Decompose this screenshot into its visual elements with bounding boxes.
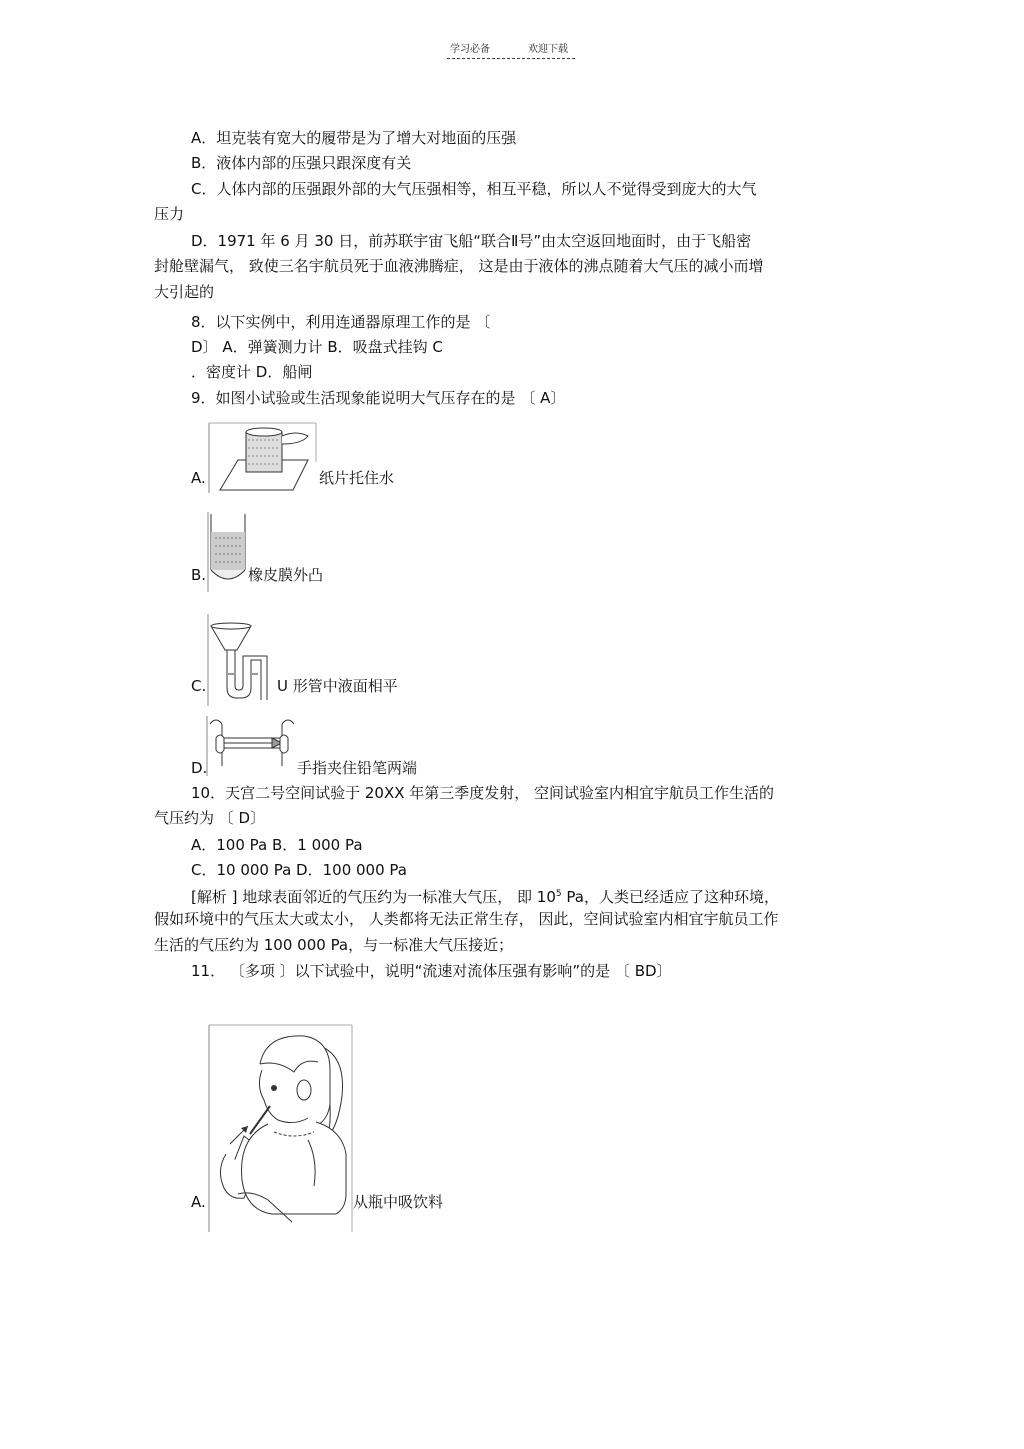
q7-option-b: B．液体内部的压强只跟深度有关: [191, 154, 412, 172]
q9-option-a-figure: [208, 422, 318, 494]
header-left-text: 学习必备: [450, 44, 490, 55]
q9-option-b-figure: [207, 510, 249, 594]
q9-option-c-caption: U 形管中液面相平: [277, 677, 398, 695]
q9-option-a-caption: 纸片托住水: [319, 469, 395, 487]
q10-stem-line2: 气压约为 〔 D〕: [154, 809, 266, 827]
q9-stem: 9．如图小试验或生活现象能说明大气压存在的是 〔 A〕: [191, 389, 566, 407]
q7-option-d-line1: D．1971 年 6 月 30 日，前苏联宇宙飞船“联合Ⅱ号”由太空返回地面时，由于飞船密: [191, 232, 752, 250]
q7-option-d-line2: 封舱壁漏气， 致使三名宇航员死于血液沸腾症， 这是由于液体的沸点随着大气压的减小而增: [154, 257, 764, 275]
q7-option-d-line3: 大引起的: [154, 283, 215, 301]
q10-analysis-line3: 生活的气压约为 100 000 Pa，与一标准大气压接近；: [154, 936, 514, 954]
q10-stem-line1: 10．天宫二号空间试验于 20XX 年第三季度发射， 空间试验室内相宜宇航员工作生活的: [191, 784, 775, 802]
q9-option-b-caption: 橡皮膜外凸: [248, 566, 324, 584]
header-divider: [447, 58, 575, 59]
q10-options-line2: C．10 000 Pa D．100 000 Pa: [191, 861, 407, 879]
q9-option-b-letter: B.: [191, 566, 207, 584]
q9-option-a-letter: A.: [191, 469, 206, 487]
q7-option-c-line1: C．人体内部的压强跟外部的大气压强相等，相互平稳，所以人不觉得受到庞大的大气: [191, 180, 757, 198]
q10-analysis-line1-text: [解析 ] 地球表面邻近的气压约为一标准大气压， 即 10: [191, 888, 556, 906]
q8-options-line2: ．密度计 D．船闸: [191, 363, 313, 381]
q10-analysis-line2: 假如环境中的气压太大或太小， 人类都将无法正常生存， 因此，空间试验室内相宜宇航员工作: [154, 910, 779, 928]
q9-option-d-letter: D.: [191, 759, 208, 777]
q9-option-d-figure: [206, 714, 298, 778]
header-right-text: 欢迎下载: [528, 44, 568, 55]
q11-option-a-figure: [208, 1024, 354, 1234]
q10-analysis-line1-tail: Pa，人类已经适应了这种环境，: [561, 888, 779, 906]
q10-analysis-line1: [191, 884, 779, 907]
q11-option-a-caption: 从瓶中吸饮料: [353, 1193, 444, 1211]
q8-stem: 8．以下实例中，利用连通器原理工作的是 〔: [191, 313, 491, 331]
q10-options-line1: A．100 Pa B．1 000 Pa: [191, 836, 363, 854]
q8-options-line1: D〕 A．弹簧测力计 B．吸盘式挂钩 C: [191, 338, 443, 356]
q9-option-c-letter: C.: [191, 677, 207, 695]
q7-option-a: A．坦克装有宽大的履带是为了增大对地面的压强: [191, 129, 517, 147]
q7-option-c-line2: 压力: [154, 205, 185, 223]
q9-option-c-figure: [207, 612, 279, 708]
q9-option-d-caption: 手指夹住铅笔两端: [297, 759, 418, 777]
q10-analysis-exponent: 5: [555, 889, 562, 899]
q11-option-a-letter: A.: [191, 1193, 206, 1211]
q11-stem: 11． 〔多项 〕以下试验中，说明“流速对流体压强有影响”的是 〔 BD〕: [191, 962, 672, 980]
